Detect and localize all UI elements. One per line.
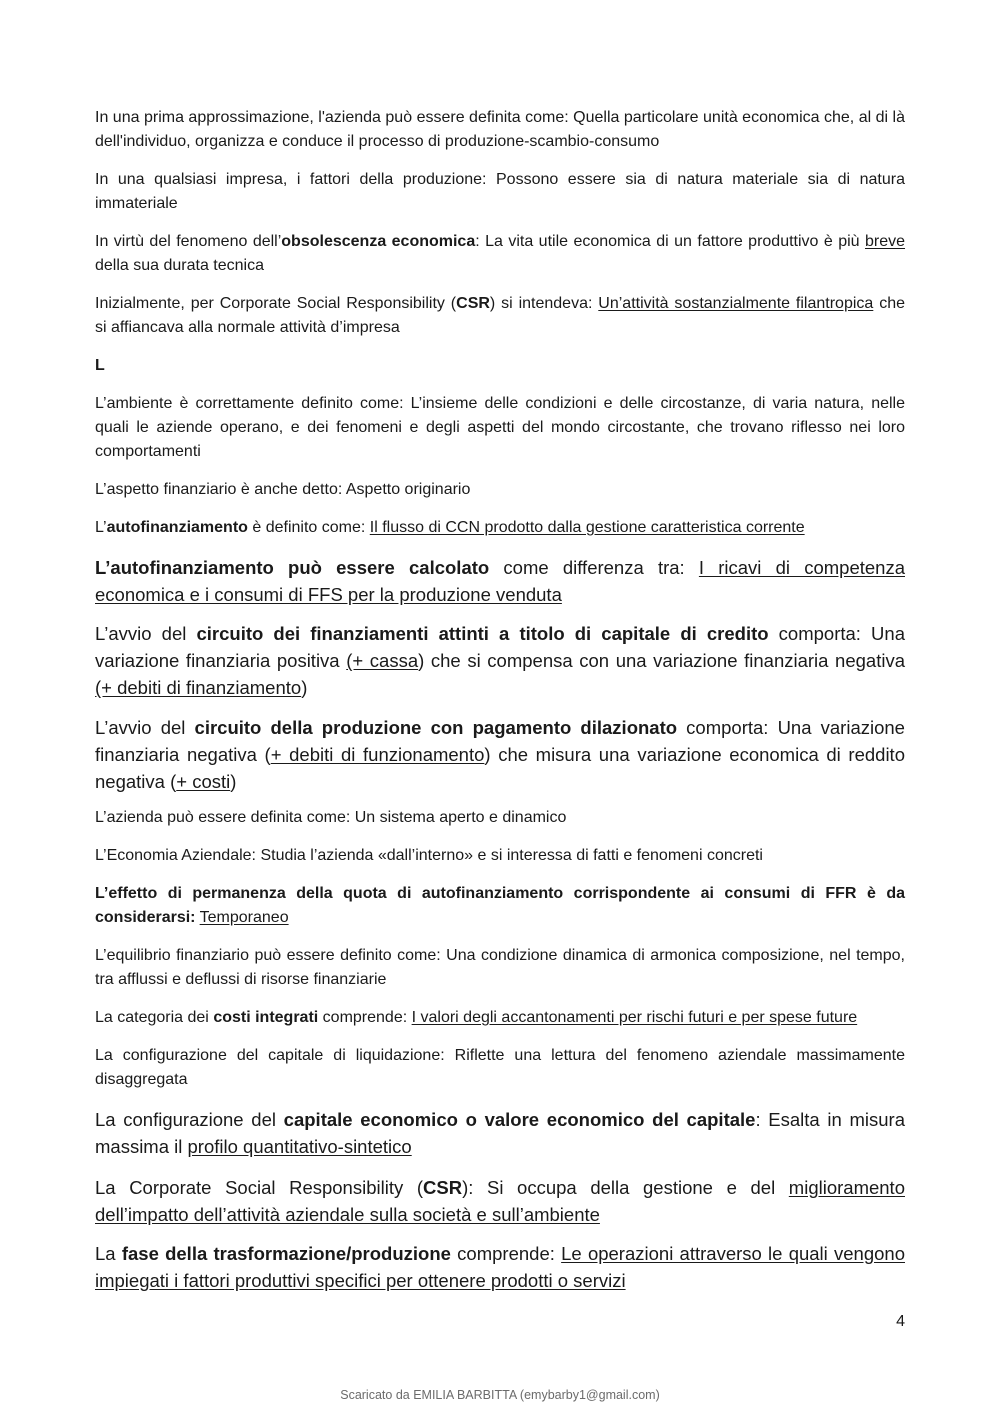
bold-text: capitale economico o valore economico del capitale: [283, 1109, 756, 1130]
bold-text: L’autofinanziamento può essere calcolato: [95, 557, 490, 578]
paragraph: [95, 392, 905, 464]
paragraph: [95, 516, 905, 540]
underlined-text: Il flusso di CCN prodotto dalla gestione caratteristica corrente: [369, 519, 805, 536]
paragraph: [95, 620, 905, 701]
text-run: In una prima approssimazione, l'azienda può essere definita come: Quella particolare unità economica che, al di là dell'individuo, organizza e conduce il processo di produzione-scambio-consumo: [95, 109, 905, 150]
text-run: L’equilibrio finanziario può essere definito come: Una condizione dinamica di armonica composizione, nel tempo, tra afflussi e deflussi di risorse finanziarie: [95, 947, 905, 988]
paragraph: [95, 882, 905, 930]
text-run: La Corporate Social Responsibility (: [95, 1177, 423, 1198]
text-run: L’aspetto finanziario è anche detto: Aspetto originario: [95, 481, 471, 498]
underlined-text: Un’attività sostanzialmente filantropica: [598, 295, 874, 312]
text-run: La configurazione del capitale di liquidazione: Riflette una lettura del fenomeno aziendale massimamente disaggregata: [95, 1047, 905, 1088]
text-run: ): [230, 771, 237, 792]
bold-text: L’effetto di permanenza della quota di autofinanziamento corrispondente ai consumi di FFR è da considerarsi:: [95, 885, 905, 926]
text-run: In virtù del fenomeno dell’: [95, 233, 282, 250]
paragraph: [95, 168, 905, 216]
bold-text: CSR: [456, 295, 490, 312]
paragraph: [95, 1006, 905, 1030]
text-run: comporta: Una variazione finanziaria positiva: [95, 623, 905, 671]
text-run: comprende:: [318, 1009, 412, 1026]
text-run: comporta: Una variazione finanziaria negativa (: [95, 717, 905, 765]
text-run: ): [301, 677, 308, 698]
text-run: ) si intendeva:: [489, 295, 599, 312]
text-run: è definito come:: [247, 519, 370, 536]
paragraph: [95, 478, 905, 502]
paragraph: [95, 1106, 905, 1160]
download-footer: Scaricato da EMILIA BARBITTA (emybarby1@gmail.com): [340, 1388, 660, 1402]
underlined-text: + debiti di funzionamento: [270, 744, 485, 765]
text-run: L’Economia Aziendale: Studia l’azienda «dall’interno» e si interessa di fatti e fenomeni concreti: [95, 847, 763, 864]
underlined-text: I valori degli accantonamenti per rischi futuri e per spese future: [411, 1009, 858, 1026]
text-run: ) che misura una variazione economica di reddito negativa (: [95, 744, 905, 792]
text-run: La configurazione del: [95, 1109, 284, 1130]
text-run: L’avvio del: [95, 717, 195, 738]
bold-text: autofinanziamento: [106, 519, 248, 536]
text-run: ) che si compensa con una variazione finanziaria negativa: [418, 650, 905, 671]
underlined-text: Temporaneo: [199, 909, 289, 926]
underlined-text: breve: [864, 233, 906, 250]
text-run: In una qualsiasi impresa, i fattori della produzione: Possono essere sia di natura materiale sia di natura immateriale: [95, 171, 905, 212]
page-number: 4: [896, 1313, 905, 1330]
paragraph: [95, 714, 905, 795]
text-run: La categoria dei: [95, 1009, 214, 1026]
paragraph: [95, 106, 905, 154]
bold-text: fase della trasformazione/produzione: [121, 1243, 451, 1264]
paragraph: [95, 806, 905, 830]
underlined-text: (+ debiti di finanziamento: [95, 677, 302, 698]
paragraph: [95, 844, 905, 868]
text-run: L’avvio del: [95, 623, 197, 644]
underlined-text: Le operazioni attraverso le quali vengono impiegati i fattori produttivi specifici per ottenere prodotti o servizi: [95, 1243, 905, 1291]
underlined-text: (+ cassa: [346, 650, 419, 671]
text-run: L’azienda può essere definita come: Un sistema aperto e dinamico: [95, 809, 567, 826]
bold-text: obsolescenza economica: [281, 233, 476, 250]
paragraph: [95, 1174, 905, 1228]
paragraph: [95, 292, 905, 340]
bold-text: circuito dei finanziamenti attinti a titolo di capitale di credito: [196, 623, 769, 644]
text-run: Inizialmente, per Corporate Social Responsibility (: [95, 295, 457, 312]
paragraph: [95, 1044, 905, 1092]
bold-text: costi integrati: [213, 1009, 319, 1026]
paragraph: [95, 944, 905, 992]
bold-text: L: [95, 357, 105, 374]
text-run: L’ambiente è correttamente definito come: L’insieme delle condizioni e delle circostanze, di varia natura, nelle quali le aziende operano, e dei fenomeni e degli aspetti del mondo circostante, che trovano riflesso nei loro comportamenti: [95, 395, 905, 460]
paragraph: [95, 230, 905, 278]
paragraph: [95, 1240, 905, 1294]
bold-text: CSR: [423, 1177, 463, 1198]
text-run: come differenza tra:: [489, 557, 699, 578]
bold-text: circuito della produzione con pagamento dilazionato: [194, 717, 678, 738]
text-run: L’: [95, 519, 107, 536]
text-run: La: [95, 1243, 122, 1264]
paragraph: [95, 554, 905, 608]
text-run: : La vita utile economica di un fattore produttivo è più: [475, 233, 865, 250]
underlined-text: miglioramento dell’impatto dell’attività aziendale sulla società e sull’ambiente: [95, 1177, 905, 1225]
text-run: ): Si occupa della gestione e del: [462, 1177, 789, 1198]
underlined-text: I ricavi di competenza economica e i consumi di FFS per la produzione venduta: [95, 557, 905, 605]
text-run: : Esalta in misura massima il: [95, 1109, 905, 1157]
text-run: che si affiancava alla normale attività d’impresa: [95, 295, 905, 336]
underlined-text: profilo quantitativo-sintetico: [187, 1136, 412, 1157]
underlined-text: + costi: [176, 771, 231, 792]
text-run: della sua durata tecnica: [95, 257, 264, 274]
text-run: comprende:: [450, 1243, 562, 1264]
paragraph: [95, 354, 905, 378]
